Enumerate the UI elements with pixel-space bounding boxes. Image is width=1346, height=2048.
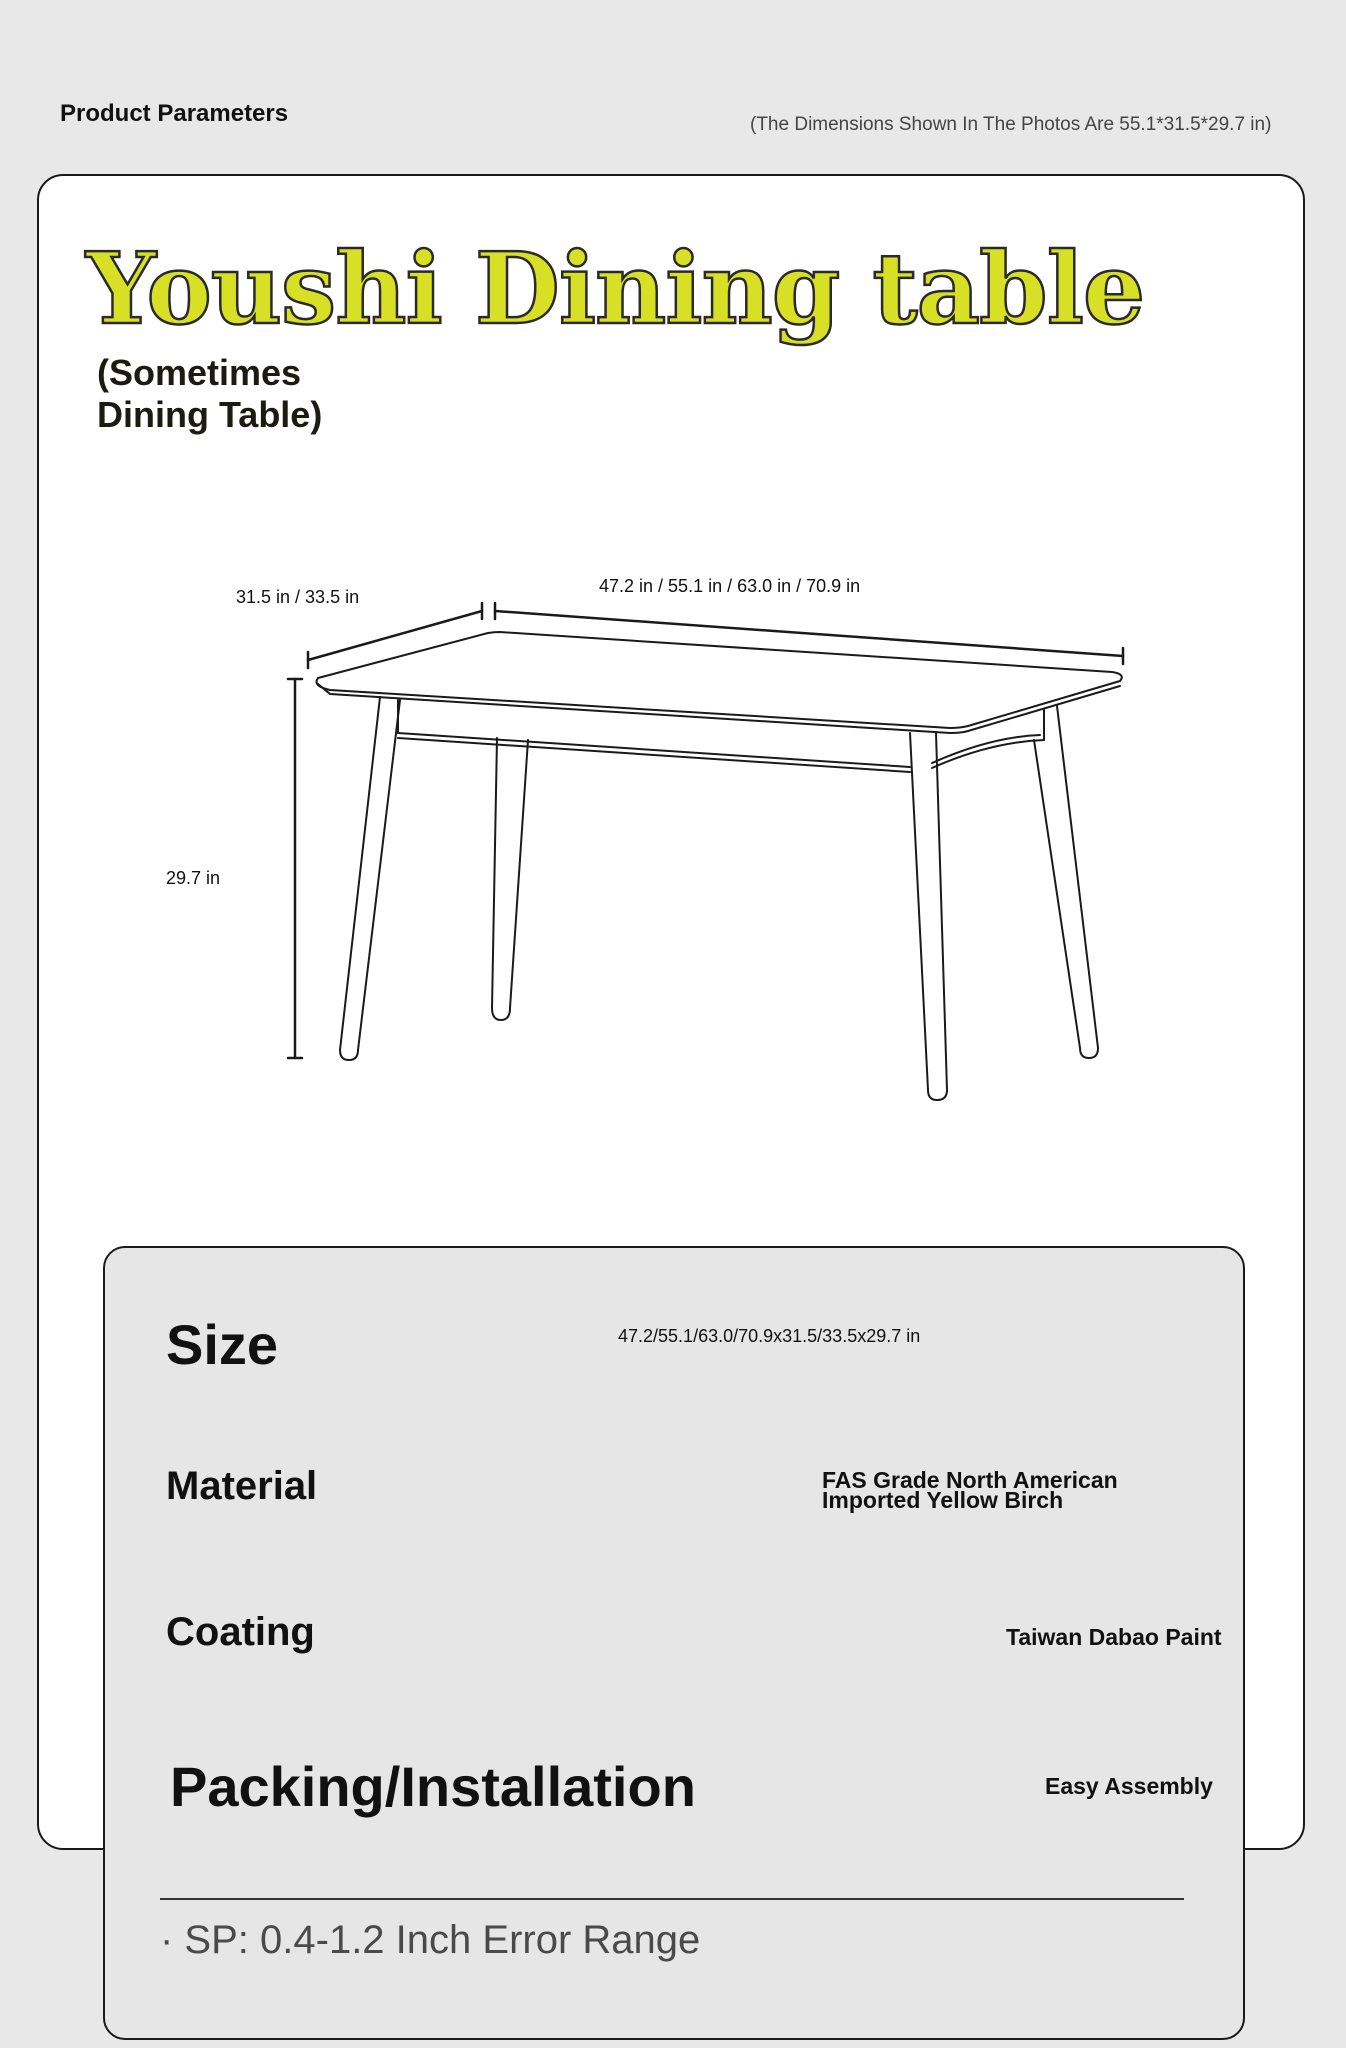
height-dimension-line — [288, 679, 302, 1058]
table-apron — [398, 700, 1044, 772]
packing-value: Easy Assembly — [1045, 1773, 1213, 1799]
coating-value: Taiwan Dabao Paint — [1006, 1624, 1222, 1650]
depth-label: 31.5 in / 33.5 in — [236, 587, 360, 607]
section-title: Product Parameters — [60, 100, 289, 127]
coating-label: Coating — [166, 1610, 315, 1654]
material-label: Material — [166, 1464, 318, 1508]
divider — [160, 1898, 1184, 1900]
size-value: 47.2/55.1/63.0/70.9x31.5/33.5x29.7 in — [618, 1326, 921, 1346]
product-title: Youshi Dining table — [86, 232, 1145, 347]
size-label: Size — [166, 1313, 279, 1376]
leg-front-right — [910, 733, 947, 1100]
error-range-note: · SP: 0.4-1.2 Inch Error Range — [160, 1918, 701, 1962]
leg-back-left — [492, 738, 528, 1020]
length-label: 47.2 in / 55.1 in / 63.0 in / 70.9 in — [599, 576, 861, 596]
height-label: 29.7 in — [166, 868, 221, 888]
leg-front-left — [340, 697, 400, 1060]
leg-back-right — [1034, 706, 1098, 1058]
dimension-note: (The Dimensions Shown In The Photos Are 55.1*31.5*29.7 in) — [750, 114, 1272, 135]
length-dimension-line — [495, 603, 1123, 664]
packing-label: Packing/Installation — [170, 1755, 696, 1818]
material-value: FAS Grade North American Imported Yellow Birch — [822, 1467, 1118, 1513]
product-subtitle: (Sometimes Dining Table) — [97, 352, 323, 435]
